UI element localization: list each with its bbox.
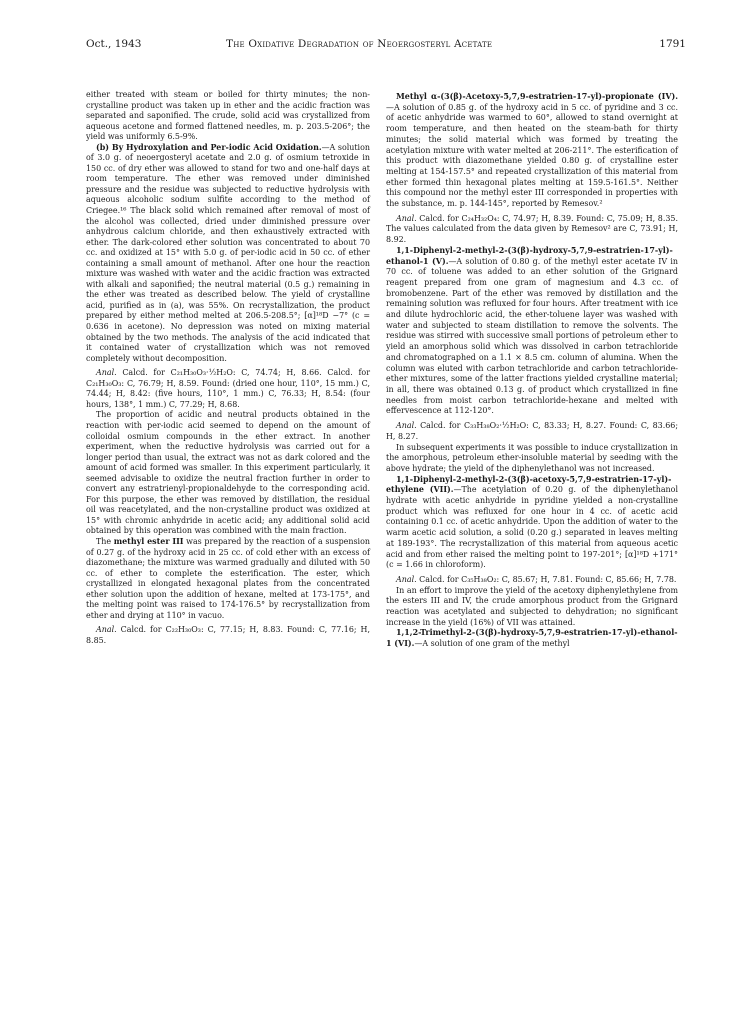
anal-label: Anal. [396,574,417,584]
section-heading-hydroxylation: (b) By Hydroxylation and Per-iodic Acid Oxidation. [96,142,322,152]
running-header [86,38,686,56]
section-heading-diphenyl-ethanol: 1,1-Diphenyl-2-methyl-2-(3(β)-hydroxy-5,7,9-estratrien-17-yl)-ethanol-1 (V). [386,245,673,266]
paragraph-diphenyl-ethanol: —A solution of 0.80 g. of the methyl ester acetate IV in 70 cc. of toluene was added to an ether solution of the Grignard reagent prepared from one gram of magnesium and 4.3 cc. of bromobenzene. Part of the ether was removed by distillation and the remaining solution was refluxed for four hours. After treatment with ice and dilute hydrochloric acid, the ether-toluene layer was washed with water and subjected to steam distillation to remove the solvents. The residue was stirred with successive small portions of petroleum ether to yield an amorphous solid which was dissolved in carbon tetrachloride and chromatographed on a 1.1 × 8.5 cm. column of alumina. When the column was eluted with carbon tetrachloride and carbon tetrachloride-ether mixtures, some of the latter fractions yielded crystalline material; in all, there was obtained 0.13 g. of product which crystallized in fine needles from moist carbon tetrachloride-hexane and melted with effervescence at 112-120°. [386,256,678,416]
analysis-acid [86,368,370,410]
anal-label: Anal. [396,213,417,223]
section-heading-diphenyl-ethylene: 1,1-Diphenyl-2-methyl-2-(3(β)-acetoxy-5,7,9-estratrien-17-yl)-ethylene (VII). [386,474,672,495]
section-hydroxylation [86,143,370,364]
paragraph-trimethyl-ethanol: —A solution of one gram of the methyl [414,639,570,649]
analysis-diphenyl-ethylene-text: Calcd. for C₃₅H₃₈O₂: C, 85.67; H, 7.81. Found: C, 85.66; H, 7.78. [419,574,677,584]
right-column [386,92,678,650]
section-propionate [386,92,678,210]
methyl-ester-prefix: The [96,536,114,546]
header-page-number: 1791 [659,38,686,50]
paragraph-diphenyl-ethylene: —The acetylation of 0.20 g. of the diphenylethanol hydrate with acetic anhydride in pyridine yielded a non-crystalline product which was refluxed for one hour in 4 cc. of acetic acid containing 0.1 cc. of acetic anhydride. Upon the addition of water to the warm acetic acid solution, a solid (0.20 g.) separated in leaves melting at 189-193°. The recrystallization of this material from aqueous acetic acid and from ether raised the melting point to 197-201°; [α]¹⁸D +171° (c = 1.66 in chloroform). [386,485,678,570]
analysis-diphenyl-ethanol-text: Calcd. for C₃₃H₃₈O₂·½H₂O: C, 83.33; H, 8.27. Found: C, 83.66; H, 8.27. [386,421,678,441]
analysis-methyl-ester-text: Calcd. for C₂₂H₃₀O₃: C, 77.15; H, 8.83. Found: C, 77.16; H, 8.85. [86,625,371,645]
paragraph-propionate: —A solution of 0.85 g. of the hydroxy acid in 5 cc. of pyridine and 3 cc. of acetic anhydride was warmed to 60°, allowed to stand overnight at room temperature, and then heated on the steam-bath for thirty minutes; the solid material which was formed by treating the acetylation mixture with water melted at 206-211°. The esterification of this product with diazomethane yielded 0.80 g. of crystalline ester melting at 154-157.5° and repeated crystallization of this material from ether formed thin hexagonal plates melting at 159.5-161.5°. Neither this compound nor the methyl ester III corresponded in properties with the substance, m. p. 144-145°, reported by Remesov.² [386,102,678,209]
anal-label: Anal. [96,625,117,635]
analysis-acid-text: Calcd. for C₂₁H₃₀O₃·½H₂O: C, 74.74; H, 8.66. Calcd. for C₂₁H₃₀O₃: C, 76.79; H, 8.59. Found: (dried one hour, 110°, 15 mm.) C, 74.44; H, 8.42: (five hours, 110°, 1 mm.) C, 76.33; H, 8.54: (four hours, 138°, 1 mm.) C, 77.29; H, 8.68. [86,368,370,409]
paragraph-methyl-ester [86,537,370,621]
section-diphenyl-ethanol [386,246,678,417]
section-trimethyl-ethanol [386,628,678,649]
anal-label: Anal. [396,421,417,431]
analysis-methyl-ester [86,625,370,646]
methyl-ester-term: methyl ester III [113,536,184,546]
section-heading-trimethyl-ethanol: 1,1,2-Trimethyl-2-(3(β)-hydroxy-5,7,9-estratrien-17-yl)-ethanol-1 (VI). [386,628,678,649]
paragraph-hydroxylation: —A solution of 3.0 g. of neoergosteryl acetate and 2.0 g. of osmium tetroxide in 150 cc. of dry ether was allowed to stand for two and one-half days at room temperature. The ether was removed under diminished pressure and the residue was subjected to reductive hydrolysis with aqueous alcoholic sodium sulfite according to the method of Criegee.¹⁶ The black solid which remained after removal of most of the alcohol was collected, dried under diminished pressure over anhydrous calcium chloride, and then exhaustively extracted with ether. The dark-colored ether solution was concentrated to about 70 cc. and oxidized at 15° with 5.0 g. of per-iodic acid in 50 cc. of ether containing a small amount of methanol. After one hour the reaction mixture was washed with water and the acidic fraction was extracted with alkali and saponified; the neutral material (0.5 g.) remaining in the ether was treated as described below. The yield of crystalline acid, purified as in (a), was 55%. On recrystallization, the product prepared by either method melted at 206.5-208.5°; [α]¹⁸D −7° (c = 0.636 in acetone). No depression was noted on mixing material obtained by the two methods. The analysis of the acid indicated that it contained water of crystallization which was not removed completely without decomposition. [86,142,370,363]
section-diphenyl-ethylene [386,475,678,571]
analysis-diphenyl-ethanol [386,421,678,442]
paragraph-yield-improvement: In an effort to improve the yield of the acetoxy diphenylethylene from the esters III and IV, the crude amorphous product from the Grignard reaction was acetylated and subjected to dehydration; no significant increase in the yield (16%) of VII was attained. [386,585,678,627]
analysis-propionate [386,214,678,246]
section-heading-propionate: Methyl α-(3(β)-Acetoxy-5,7,9-estratrien-17-yl)-propionate (IV). [396,92,678,101]
paragraph-steam-treatment: either treated with steam or boiled for thirty minutes; the non-crystalline product was taken up in ether and the acidic fraction was separated and saponified. The crude, solid acid was crystallized from aqueous acetone and formed flattened needles, m. p. 203.5-206°; the yield was uniformly 6.5-9%. [86,90,370,142]
header-title: The Oxidative Degradation of Neoergosteryl Acetate [226,38,493,50]
header-date: Oct., 1943 [86,38,142,50]
left-column [86,90,370,646]
methyl-ester-text: was prepared by the reaction of a suspension of 0.27 g. of the hydroxy acid in 25 cc. of cold ether with an excess of diazomethane; the mixture was warmed gradually and diluted with 50 cc. of ether to complete the esterification. The ester, which crystallized in elongated hexagonal plates from the concentrated ether solution upon the addition of hexane, melted at 173-175°, and the melting point was raised to 174-176.5° by recrystallization from ether and drying at 110° in vacuo. [86,536,370,620]
analysis-diphenyl-ethylene [386,575,678,586]
analysis-propionate-text: Calcd. for C₂₄H₃₂O₄: C, 74.97; H, 8.39. Found: C, 75.09; H, 8.35. The values calculated from the data given by Remesov² are C, 73.91; H, 8.92. [386,213,678,245]
paragraph-seeding: In subsequent experiments it was possible to induce crystallization in the amorphous, petroleum ether-insoluble material by seeding with the above hydrate; the yield of the diphenylethanol was not increased. [386,442,678,473]
paragraph-acidic-neutral-products: The proportion of acidic and neutral products obtained in the reaction with per-iodic acid seemed to depend on the amount of colloidal osmium compounds in the ether extract. In another experiment, when the reductive hydrolysis was carried out for a longer period than usual, the extract was not as dark colored and the amount of acid formed was smaller. In this experiment particularly, it seemed advisable to oxidize the neutral fraction further in order to convert any estratrienyl-propionaldehyde to the corresponding acid. For this purpose, the ether was removed by distillation, the residual oil was reacetylated, and the non-crystalline product was oxidized at 15° with chromic anhydride in acetic acid; any additional solid acid obtained by this operation was combined with the main fraction. [86,410,370,536]
anal-label: Anal. [96,368,117,378]
